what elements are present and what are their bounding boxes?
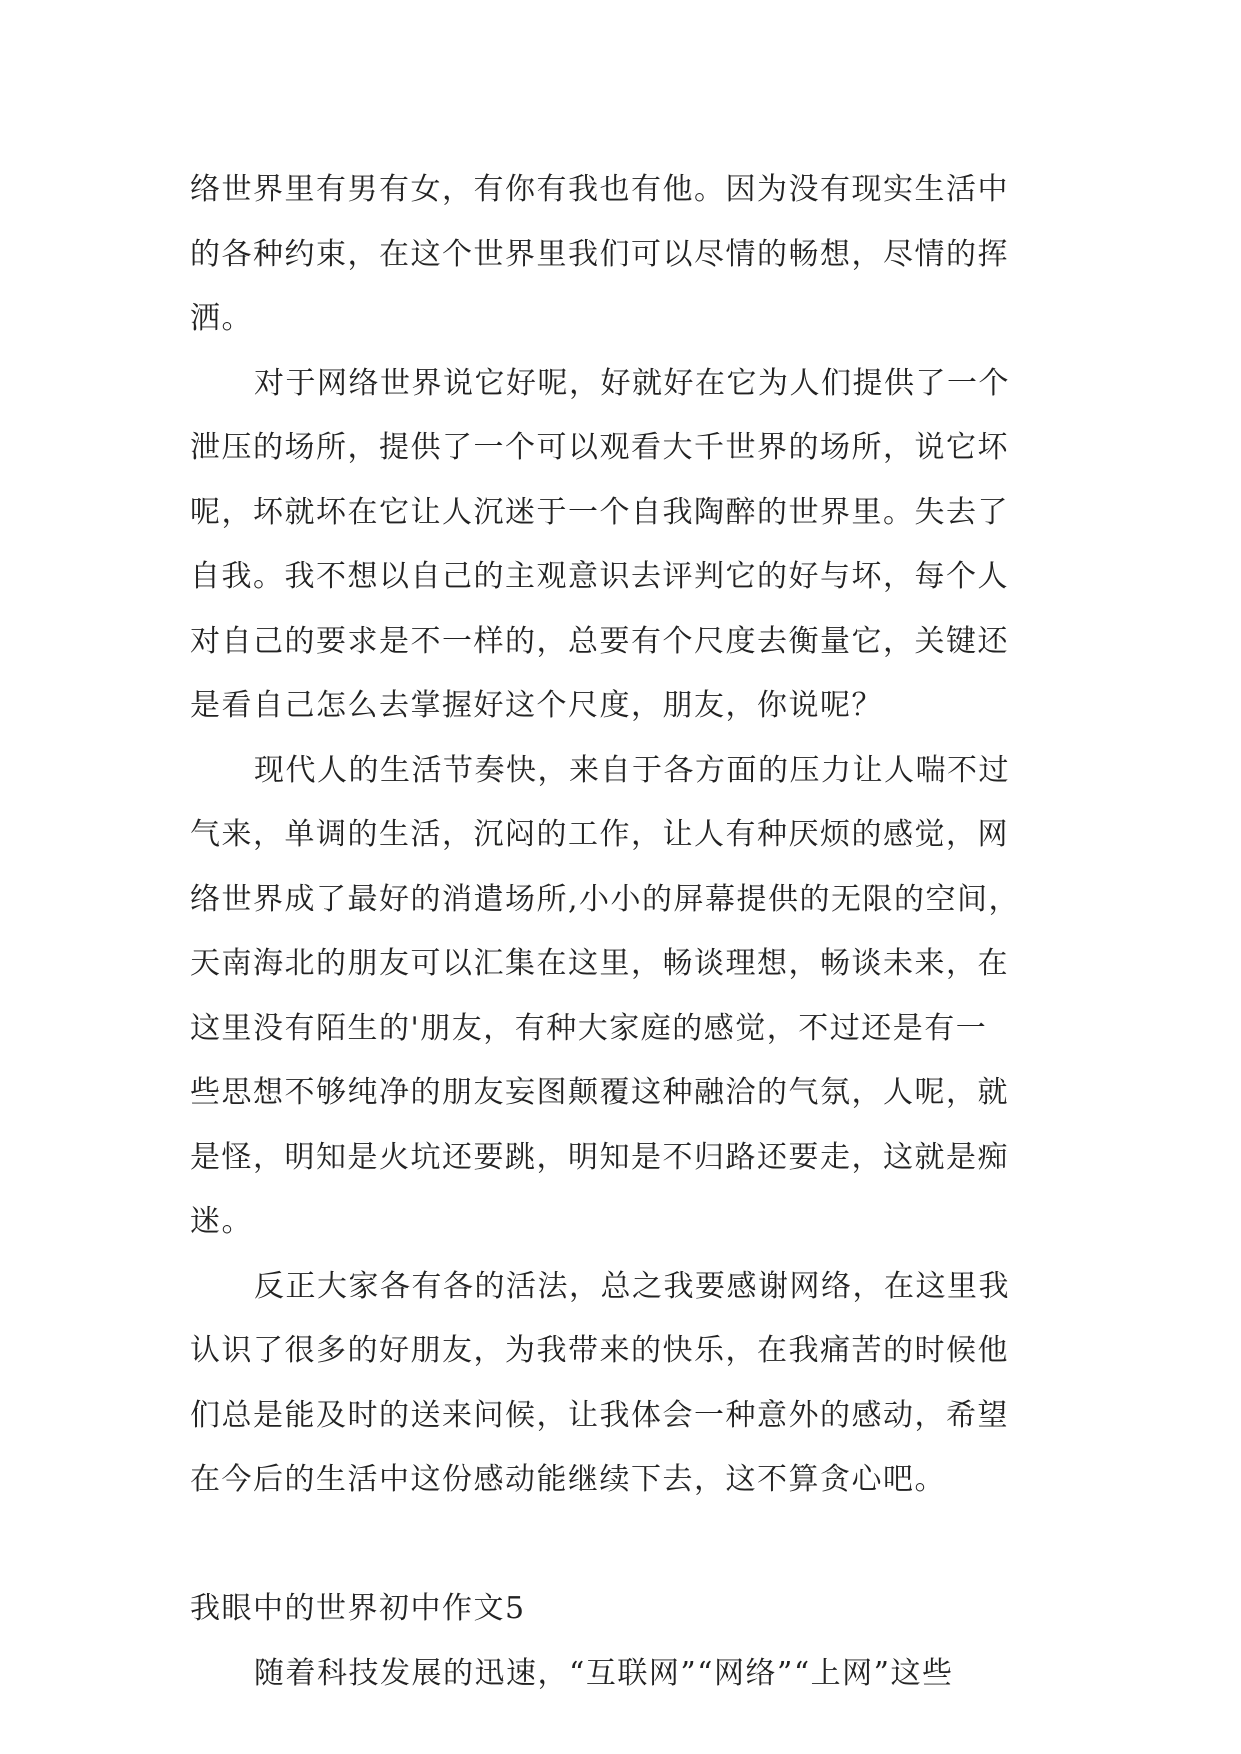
text-line: 气来，单调的生活，沉闷的工作，让人有种厌烦的感觉，网 [190,817,1009,852]
document-page [190,158,1060,1706]
text-line: 在今后的生活中这份感动能继续下去，这不算贪心吧。 [190,1462,946,1497]
text-line: 是怪，明知是火坑还要跳，明知是不归路还要走，这就是痴 [190,1139,1009,1175]
text-line: 认识了很多的好朋友，为我带来的快乐，在我痛苦的时候他 [190,1333,1009,1368]
text-line: 是看自己怎么去掌握好这个尺度，朋友，你说呢？ [190,688,883,723]
paragraph-spacer [190,1513,1060,1578]
text-line: 迷。 [190,1204,253,1239]
text-line: 些思想不够纯净的朋友妄图颠覆这种融洽的气氛，人呢，就 [190,1075,1009,1110]
paragraph-first-line: 对于网络世界说它好呢，好就好在它为人们提供了一个 [254,365,1010,401]
text-line: 对自己的要求是不一样的，总要有个尺度去衡量它，关键还 [190,623,1009,659]
text-line: 这里没有陌生的'朋友，有种大家庭的感觉，不过还是有一 [190,1010,988,1046]
text-line: 络世界里有男有女，有你有我也有他。因为没有现实生活中 [190,172,1009,207]
paragraph-first-line: 现代人的生活节奏快，来自于各方面的压力让人喘不过 [254,752,1010,788]
section-title: 我眼中的世界初中作文5 [190,1591,526,1626]
text-line: 天南海北的朋友可以汇集在这里，畅谈理想，畅谈未来，在 [190,946,1009,981]
text-line: 络世界成了最好的消遣场所,小小的屏幕提供的无限的空间， [190,881,1021,917]
paragraph-first-line: 反正大家各有各的活法，总之我要感谢网络，在这里我 [254,1268,1010,1304]
text-line: 的各种约束，在这个世界里我们可以尽情的畅想，尽情的挥 [190,236,1009,272]
text-line: 泄压的场所，提供了一个可以观看大千世界的场所，说它坏 [190,430,1009,465]
text-line: 们总是能及时的送来问候，让我体会一种意外的感动，希望 [190,1397,1009,1433]
text-line: 自我。我不想以自己的主观意识去评判它的好与坏，每个人 [190,559,1009,594]
text-line: 呢，坏就坏在它让人沉迷于一个自我陶醉的世界里。失去了 [190,494,1009,530]
text-line: 洒。 [190,301,253,336]
paragraph-first-line: 随着科技发展的迅速，“互联网”“网络”“上网”这些 [254,1655,954,1691]
